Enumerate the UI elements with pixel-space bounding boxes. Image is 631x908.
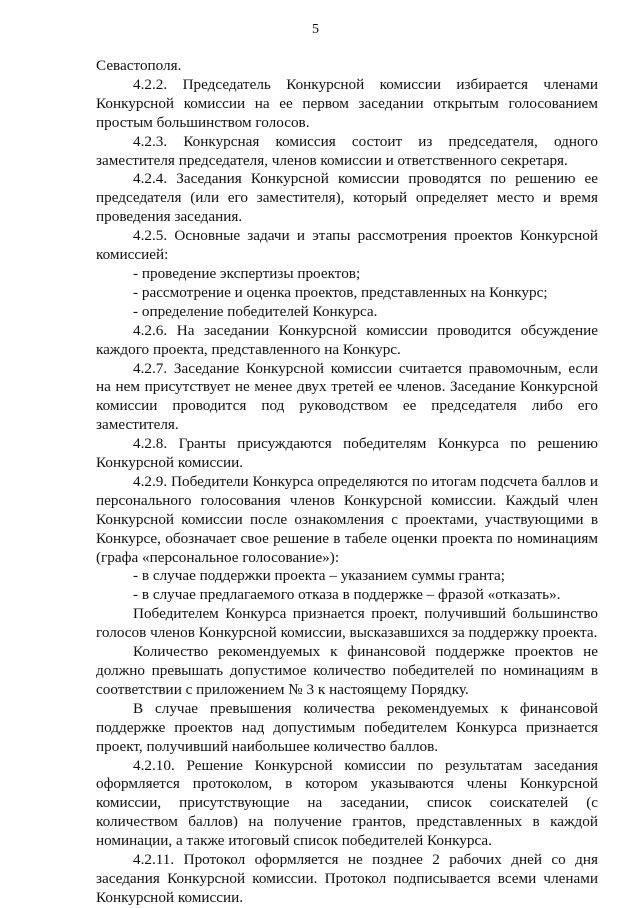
paragraph-project-limit: Количество рекомендуемых к финансовой поддержке проектов не должно превышать допустимое количество победителей по номинациям в соответствии с приложением № 3 к настоящему Порядку.	[96, 643, 598, 698]
paragraph-4-2-7: 4.2.7. Заседание Конкурсной комиссии считается правомочным, если на нем присутствует не менее двух третей ее членов. Заседание Конкурсной комиссии проводится под руководством ее председателя либо его заместителя.	[96, 359, 598, 434]
paragraph-4-2-8: 4.2.8. Гранты присуждаются победителям Конкурса по решению Конкурсной комиссии.	[96, 435, 598, 472]
paragraph-excess-rule: В случае превышения количества рекомендуемых к финансовой поддержке проектов над допустимым победителем Конкурса признается проект, получивший наибольшее количество баллов.	[96, 699, 598, 755]
paragraph-4-2-10: 4.2.10. Решение Конкурсной комиссии по результатам заседания оформляется протоколом, в котором указываются члены Конкурсной комиссии, присутствующие на заседании, список соискателей (с количеством баллов) на получение грантов, представленных в каждой номинации, а также итоговый список победителей Конкурса.	[96, 756, 598, 850]
page-number: 5	[312, 22, 319, 37]
paragraph-4-2-2: 4.2.2. Председатель Конкурсной комиссии избирается членами Конкурсной комиссии на ее первом заседании открытым голосованием простым большинством голосов.	[96, 75, 598, 131]
paragraph-4-2-6: 4.2.6. На заседании Конкурсной комиссии проводится обсуждение каждого проекта, представленного на Конкурс.	[96, 321, 598, 358]
list-item: - рассмотрение и оценка проектов, представленных на Конкурс;	[133, 283, 548, 301]
paragraph-4-2-3: 4.2.3. Конкурсная комиссия состоит из председателя, одного заместителя председателя, членов комиссии и ответственного секретаря.	[96, 132, 598, 169]
paragraph-4-2-4: 4.2.4. Заседания Конкурсной комиссии проводятся по решению ее председателя (или его заместителя), который определяет место и время проведения заседания.	[96, 170, 598, 226]
list-item: - определение победителей Конкурса.	[133, 302, 378, 320]
paragraph-4-2-9: 4.2.9. Победители Конкурса определяются по итогам подсчета баллов и персонального голосования членов Конкурсной комиссии. Каждый член Конкурсной комиссии после ознакомления с проектами, участвующими в Конкурсе, обозначает свое решение в табеле оценки проекта по номинациям (графа «персональное голосование»):	[96, 472, 598, 566]
list-item: - проведение экспертизы проектов;	[133, 264, 361, 282]
paragraph-winner-rule: Победителем Конкурса признается проект, получивший большинство голосов членов Конкурсной комиссии, высказавшихся за поддержку проекта.	[96, 605, 598, 642]
list-item: - в случае поддержки проекта – указанием суммы гранта;	[133, 567, 505, 585]
paragraph-continuation: Севастополя.	[96, 57, 182, 74]
document-body	[96, 57, 598, 908]
paragraph-4-2-11: 4.2.11. Протокол оформляется не позднее 2 рабочих дней со дня заседания Конкурсной комиссии. Протокол подписывается всеми членами Конкурсной комиссии.	[96, 851, 598, 906]
list-item: - в случае предлагаемого отказа в поддержке – фразой «отказать».	[133, 586, 561, 604]
paragraph-4-2-5: 4.2.5. Основные задачи и этапы рассмотрения проектов Конкурсной комиссией:	[96, 227, 598, 264]
